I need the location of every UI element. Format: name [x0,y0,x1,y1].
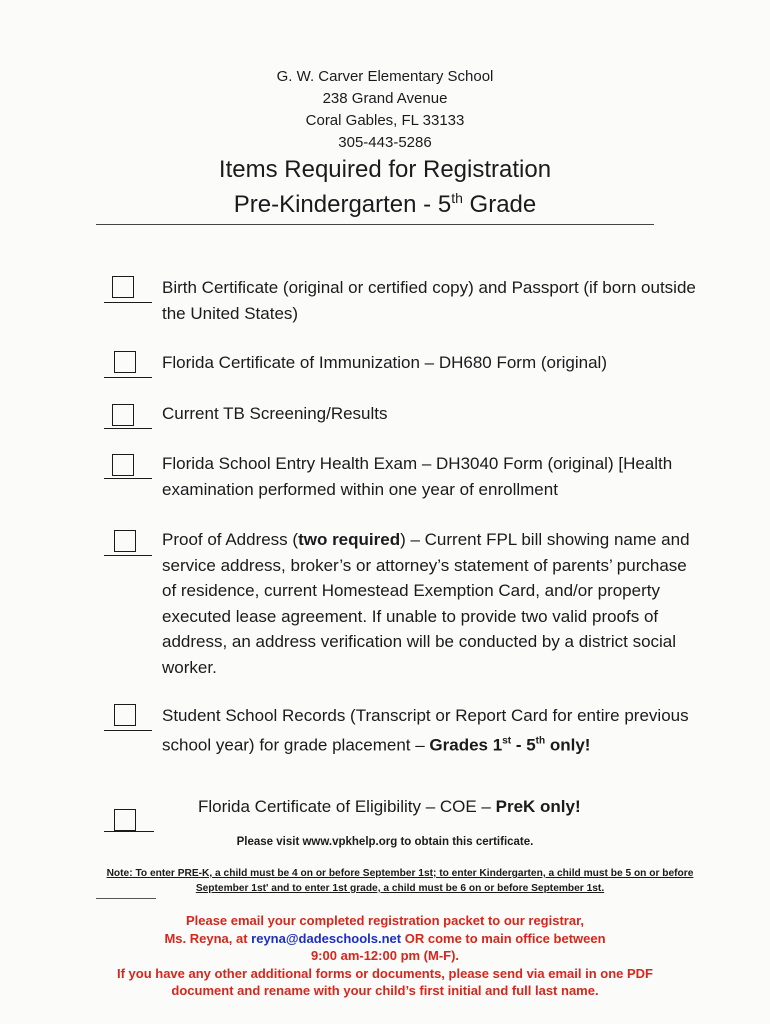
item-text: Student School Records (Transcript or Report Card for entire previous school year) for grade placement – Grades 1st - 5th only! [162,706,689,755]
checkbox-underline [104,428,152,429]
checkbox-underline [104,478,152,479]
item-text: Current TB Screening/Results [162,404,388,423]
checkbox-coe[interactable] [114,809,136,831]
checkbox-tb-screening[interactable] [112,404,134,426]
note-underline [96,898,156,899]
item-text: Florida Certificate of Eligibility – COE – PreK only! [198,797,581,816]
item-text: Florida Certificate of Immunization – DH680 Form (original) [162,353,607,372]
checkbox-underline [104,831,154,832]
item-text: Florida School Entry Health Exam – DH3040 Form (original) [Health examination performed within one year of enrollment [162,454,673,499]
checkbox-health-exam[interactable] [112,454,134,476]
checkbox-school-records[interactable] [114,704,136,726]
checkbox-underline [104,730,152,731]
checkbox-underline [104,377,152,378]
school-header [0,66,770,154]
page-title: Items Required for Registration [218,156,552,183]
vpk-help-note: Please visit www.vpkhelp.org to obtain this certificate. [236,836,534,848]
school-street: 238 Grand Avenue [322,90,448,107]
checkbox-underline [104,302,152,303]
checkbox-underline [104,555,152,556]
checkbox-birth-certificate[interactable] [112,276,134,298]
checkbox-proof-of-address[interactable] [114,530,136,552]
school-name: G. W. Carver Elementary School [276,68,494,85]
school-city: Coral Gables, FL 33133 [305,112,465,129]
item-text: Proof of Address (two required) – Current FPL bill showing name and service address, broker’s or attorney’s statement of parents’ purchase of residence, current Homestead Exemption Card, and/or property executed lease agreement. If unable to provide two valid proofs of address, an address verification will be conducted by a district social worker. [162,530,690,677]
age-requirement-note: Note: To enter PRE-K, a child must be 4 on or before September 1st; to enter Kindergarten, a child must be 5 on or before September 1st' and to enter 1st grade, a child must be 6 on or before September 1st. [106,868,694,894]
checkbox-immunization[interactable] [114,351,136,373]
registrar-email-link[interactable]: reyna@dadeschools.net [251,930,402,946]
item-text: Birth Certificate (original or certified copy) and Passport (if born outside the United States) [162,278,696,323]
title-divider [96,224,654,225]
grade-range-title: Pre-Kindergarten - 5th Grade [233,190,537,218]
school-phone: 305-443-5286 [338,134,432,151]
contact-instructions: Please email your completed registration packet to our registrar, Ms. Reyna, at reyna@dadeschools.net OR come to main office between 9:00 am-12:00 pm (M-F). If you have any other additional forms or documents, please send via email in one PDF document and rename with your child’s first initial and full last name. [116,913,653,998]
